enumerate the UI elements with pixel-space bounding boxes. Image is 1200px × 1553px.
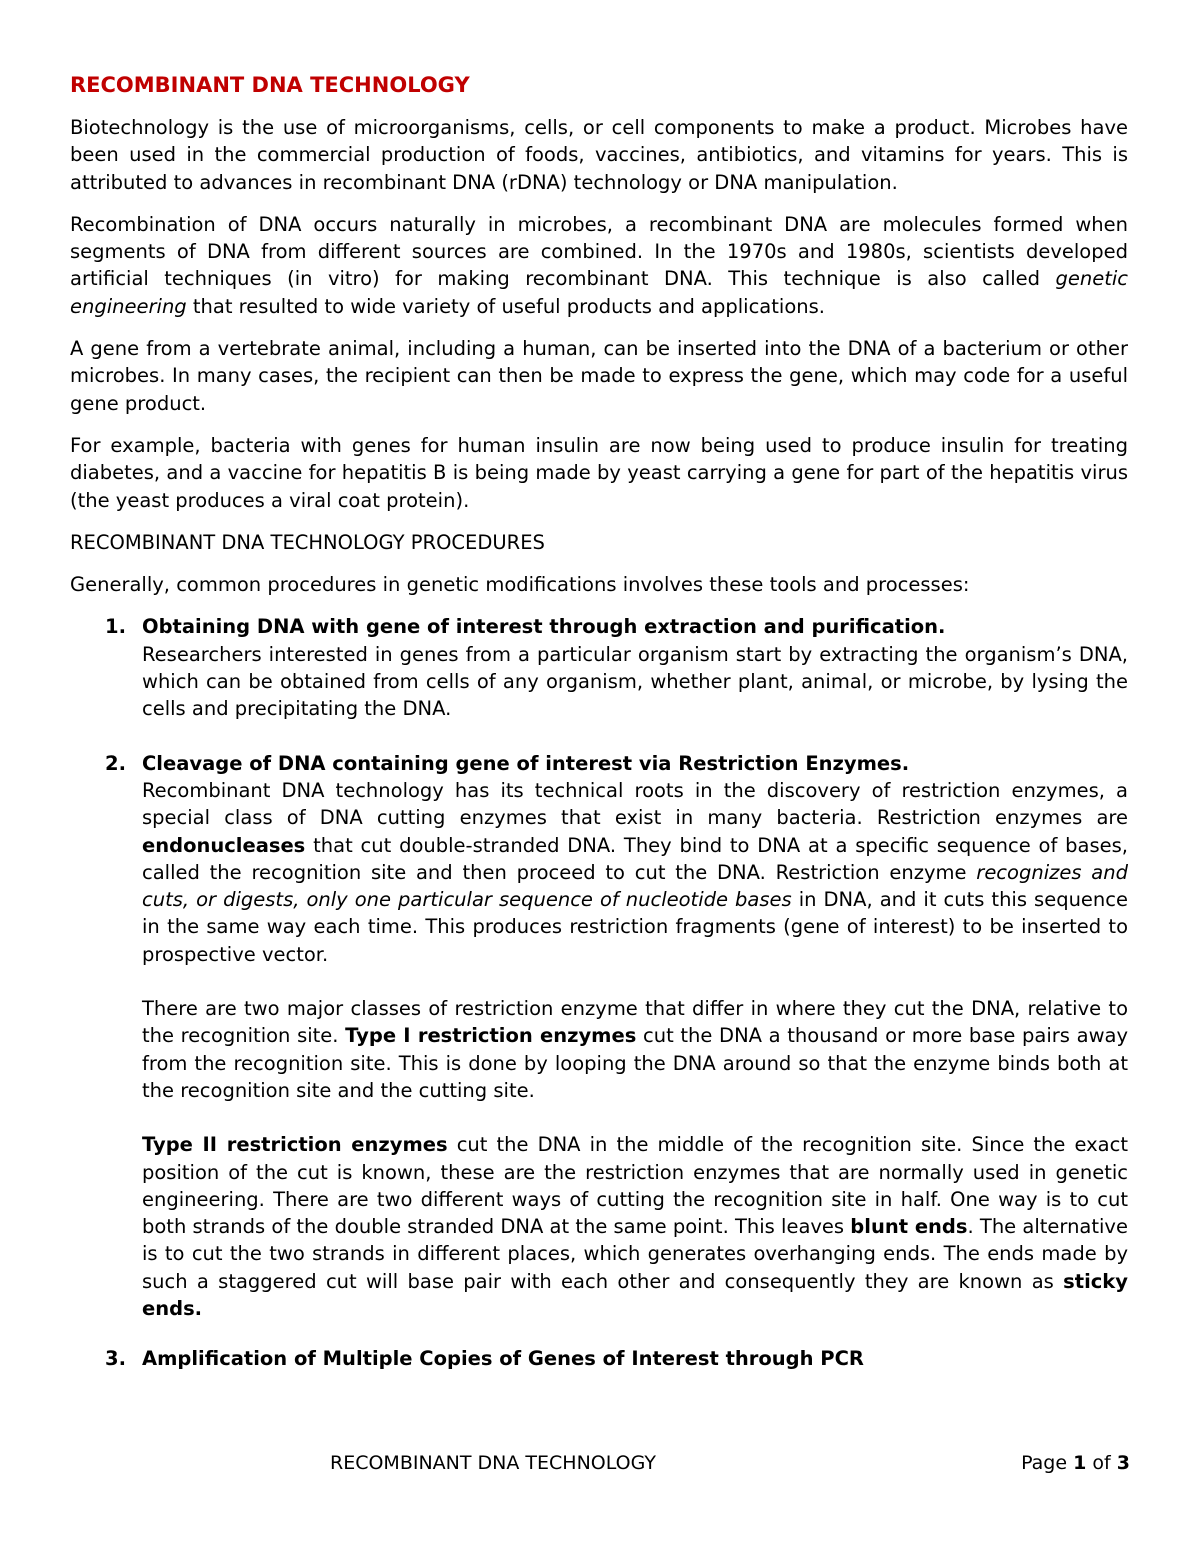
footer-title: RECOMBINANT DNA TECHNOLOGY <box>330 1452 656 1474</box>
para2-text-after: that resulted to wide variety of useful products and applications. <box>186 294 825 318</box>
procedure-step-1 <box>70 613 1128 749</box>
sticky-ends-term: sticky ends. <box>142 1269 1128 1320</box>
document-title: RECOMBINANT DNA TECHNOLOGY <box>70 73 470 97</box>
footer-page-number <box>1021 1450 1130 1476</box>
recognizes-phrase: recognizes and cuts, or digests, only one particular sequence of nucleotide bases <box>142 860 1128 912</box>
endonucleases-term: endonucleases <box>142 833 306 857</box>
step-number: 1. <box>105 615 126 639</box>
gene-insertion-paragraph: A gene from a vertebrate animal, including a human, can be inserted into the DNA of a bacterium or other microbes. In many cases, the recipient can then be made to express the gene, which may code for a useful gene product. <box>70 337 1128 415</box>
restriction-enzymes-paragraph <box>142 777 1128 968</box>
step-heading: Obtaining DNA with gene of interest through extraction and purification. <box>142 615 946 639</box>
type-ii-term: Type II restriction enzymes <box>142 1133 448 1157</box>
example-paragraph: For example, bacteria with genes for human insulin are now being used to produce insulin for treating diabetes, and a vaccine for hepatitis B is being made by yeast carrying a gene for part of the hepatitis virus (the yeast produces a viral coat protein). <box>70 433 1128 512</box>
document-body <box>70 114 1128 1373</box>
type-i-term: Type I restriction enzymes <box>345 1024 637 1048</box>
procedure-step-3 <box>70 1345 1128 1372</box>
procedure-step-2 <box>70 750 1128 1346</box>
step-text: Researchers interested in genes from a particular organism start by extracting the organism’s DNA, which can be obtained from cells of any organism, whether plant, animal, or microbe, by lysing the cells and precipitating the DNA. <box>142 642 1128 721</box>
enzyme-classes-paragraph <box>142 995 1128 1104</box>
blunt-ends-term: blunt ends <box>850 1215 968 1239</box>
text-run: Recombinant DNA technology has its technical roots in the discovery of restriction enzymes, a special class of DNA cutting enzymes that exist in many bacteria. Restriction enzymes are <box>142 778 1128 830</box>
genetic-engineering-term: genetic engineering <box>70 267 1128 318</box>
page-word: Page <box>1021 1452 1068 1474</box>
intro-paragraph: Biotechnology is the use of microorganisms, cells, or cell components to make a product. Microbes have been used in the commercial production of foods, vaccines, antibiotics, and vitamins for years. This is attributed to advances in recombinant DNA (rDNA) technology or DNA manipulation. <box>70 116 1128 194</box>
procedure-list <box>70 613 1128 1372</box>
current-page: 1 <box>1073 1452 1087 1474</box>
text-run: in DNA, and it cuts this sequence in the same way each time. This produces restriction fragments (gene of interest) to be inserted to prospective vector. <box>142 888 1129 966</box>
text-run: . The alternative is to cut the two strands in different places, which generates overhanging ends. The ends made by such a staggered cut will base pair with each other and consequently they are known as <box>142 1215 1128 1293</box>
text-run: cut the DNA in the middle of the recognition site. Since the exact position of the cut is known, these are the restriction enzymes that are normally used in genetic engineering. There are two different ways of cutting the recognition site in half. One way is to cut both strands of the double stranded DNA at the same point. This leaves <box>142 1133 1128 1239</box>
recombination-paragraph <box>70 211 1128 320</box>
text-run: that cut double-stranded DNA. They bind to DNA at a specific sequence of bases, called the recognition site and then proceed to cut the DNA. Restriction enzyme <box>142 833 1128 884</box>
text-run: cut the DNA a thousand or more base pairs away from the recognition site. This is done by looping the DNA around so that the enzyme binds both at the recognition site and the cutting site. <box>142 1024 1129 1102</box>
text-run: There are two major classes of restriction enzyme that differ in where they cut the DNA, relative to the recognition site. <box>142 997 1128 1048</box>
total-pages: 3 <box>1116 1452 1130 1474</box>
para2-text-before: Recombination of DNA occurs naturally in microbes, a recombinant DNA are molecules formed when segments of DNA from different sources are combined. In the 1970s and 1980s, scientists developed artificial techniques (in vitro) for making recombinant DNA. This technique is also called <box>70 212 1128 291</box>
step-number: 2. <box>105 751 126 775</box>
of-word: of <box>1092 1452 1111 1474</box>
step-heading: Cleavage of DNA containing gene of interest via Restriction Enzymes. <box>142 751 910 775</box>
procedures-intro: Generally, common procedures in genetic modifications involves these tools and processes: <box>70 573 970 597</box>
procedures-heading: RECOMBINANT DNA TECHNOLOGY PROCEDURES <box>70 530 545 554</box>
step-number: 3. <box>105 1347 126 1371</box>
type-ii-paragraph <box>142 1131 1128 1322</box>
step-heading: Amplification of Multiple Copies of Genes of Interest through PCR <box>142 1347 864 1371</box>
